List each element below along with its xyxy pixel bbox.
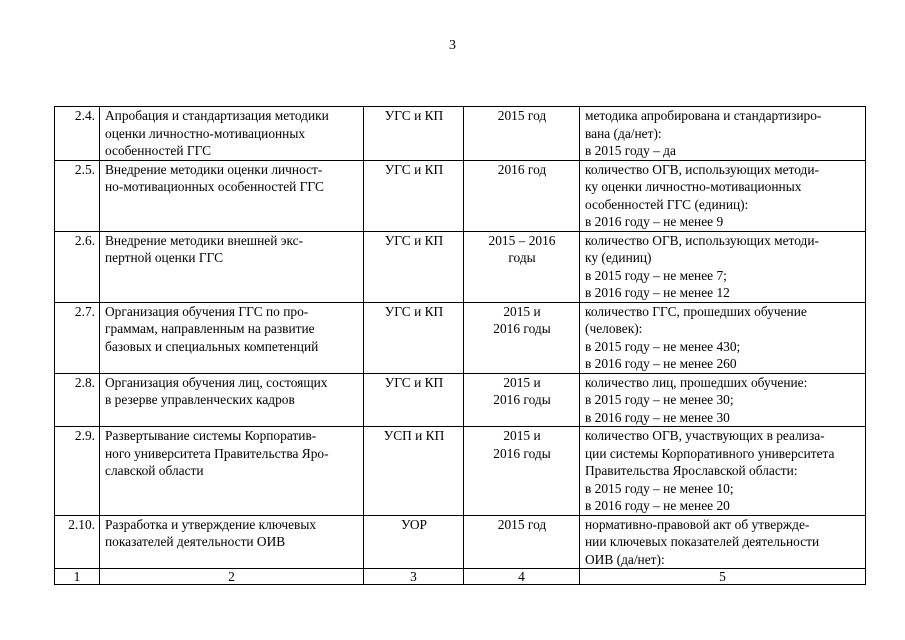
- term-cell: 2015 год: [464, 515, 580, 569]
- term-cell: 2015 – 2016 годы: [464, 231, 580, 302]
- row-number-cell: 2.6.: [55, 231, 100, 302]
- task-cell: Разработка и утверждение ключевых показателей деятельности ОИВ: [100, 515, 364, 569]
- task-cell: Организация обучения ГГС по про- граммам, направленным на развитие базовых и специальных компетенций: [100, 302, 364, 373]
- indicator-cell: количество ОГВ, участвующих в реализа- ции системы Корпоративного университета Правительства Ярославской области: в 2015 году – не менее 10; в 2016 году – не менее 20: [580, 427, 866, 516]
- term-cell: 2015 и 2016 годы: [464, 427, 580, 516]
- term-cell: 2016 год: [464, 160, 580, 231]
- executor-cell: УГС и КП: [364, 302, 464, 373]
- column-number: 3: [364, 569, 464, 585]
- column-number: 4: [464, 569, 580, 585]
- row-number-cell: 2.7.: [55, 302, 100, 373]
- column-number: 5: [580, 569, 866, 585]
- executor-cell: УГС и КП: [364, 107, 464, 161]
- page-number: 3: [449, 38, 456, 53]
- row-number-cell: 2.9.: [55, 427, 100, 516]
- column-number: 1: [55, 569, 100, 585]
- table-row: [55, 373, 866, 427]
- column-number: 2: [100, 569, 364, 585]
- indicator-cell: количество лиц, прошедших обучение: в 2015 году – не менее 30; в 2016 году – не менее 30: [580, 373, 866, 427]
- executor-cell: УСП и КП: [364, 427, 464, 516]
- executor-cell: УОР: [364, 515, 464, 569]
- task-cell: Апробация и стандартизация методики оценки личностно-мотивационных особенностей ГГС: [100, 107, 364, 161]
- plan-table-body: [55, 107, 866, 585]
- table-row: [55, 515, 866, 569]
- column-numbers-row: [55, 569, 866, 585]
- table-row: [55, 231, 866, 302]
- task-cell: Организация обучения лиц, состоящих в резерве управленческих кадров: [100, 373, 364, 427]
- term-cell: 2015 и 2016 годы: [464, 373, 580, 427]
- table-row: [55, 427, 866, 516]
- term-cell: 2015 и 2016 годы: [464, 302, 580, 373]
- row-number-cell: 2.5.: [55, 160, 100, 231]
- table-row: [55, 107, 866, 161]
- row-number-cell: 2.10.: [55, 515, 100, 569]
- term-cell: 2015 год: [464, 107, 580, 161]
- indicator-cell: количество ГГС, прошедших обучение (человек): в 2015 году – не менее 430; в 2016 году – не менее 260: [580, 302, 866, 373]
- task-cell: Внедрение методики оценки личност- но-мотивационных особенностей ГГС: [100, 160, 364, 231]
- plan-table: [54, 106, 866, 585]
- table-row: [55, 160, 866, 231]
- executor-cell: УГС и КП: [364, 231, 464, 302]
- indicator-cell: количество ОГВ, использующих методи- ку (единиц) в 2015 году – не менее 7; в 2016 году – не менее 12: [580, 231, 866, 302]
- indicator-cell: количество ОГВ, использующих методи- ку оценки личностно-мотивационных особенностей ГГС (единиц): в 2016 году – не менее 9: [580, 160, 866, 231]
- table-row: [55, 302, 866, 373]
- task-cell: Развертывание системы Корпоратив- ного университета Правительства Яро- славской области: [100, 427, 364, 516]
- row-number-cell: 2.8.: [55, 373, 100, 427]
- task-cell: Внедрение методики внешней экс- пертной оценки ГГС: [100, 231, 364, 302]
- row-number-cell: 2.4.: [55, 107, 100, 161]
- executor-cell: УГС и КП: [364, 160, 464, 231]
- indicator-cell: методика апробирована и стандартизиро- вана (да/нет): в 2015 году – да: [580, 107, 866, 161]
- indicator-cell: нормативно-правовой акт об утвержде- нии ключевых показателей деятельности ОИВ (да/нет):: [580, 515, 866, 569]
- executor-cell: УГС и КП: [364, 373, 464, 427]
